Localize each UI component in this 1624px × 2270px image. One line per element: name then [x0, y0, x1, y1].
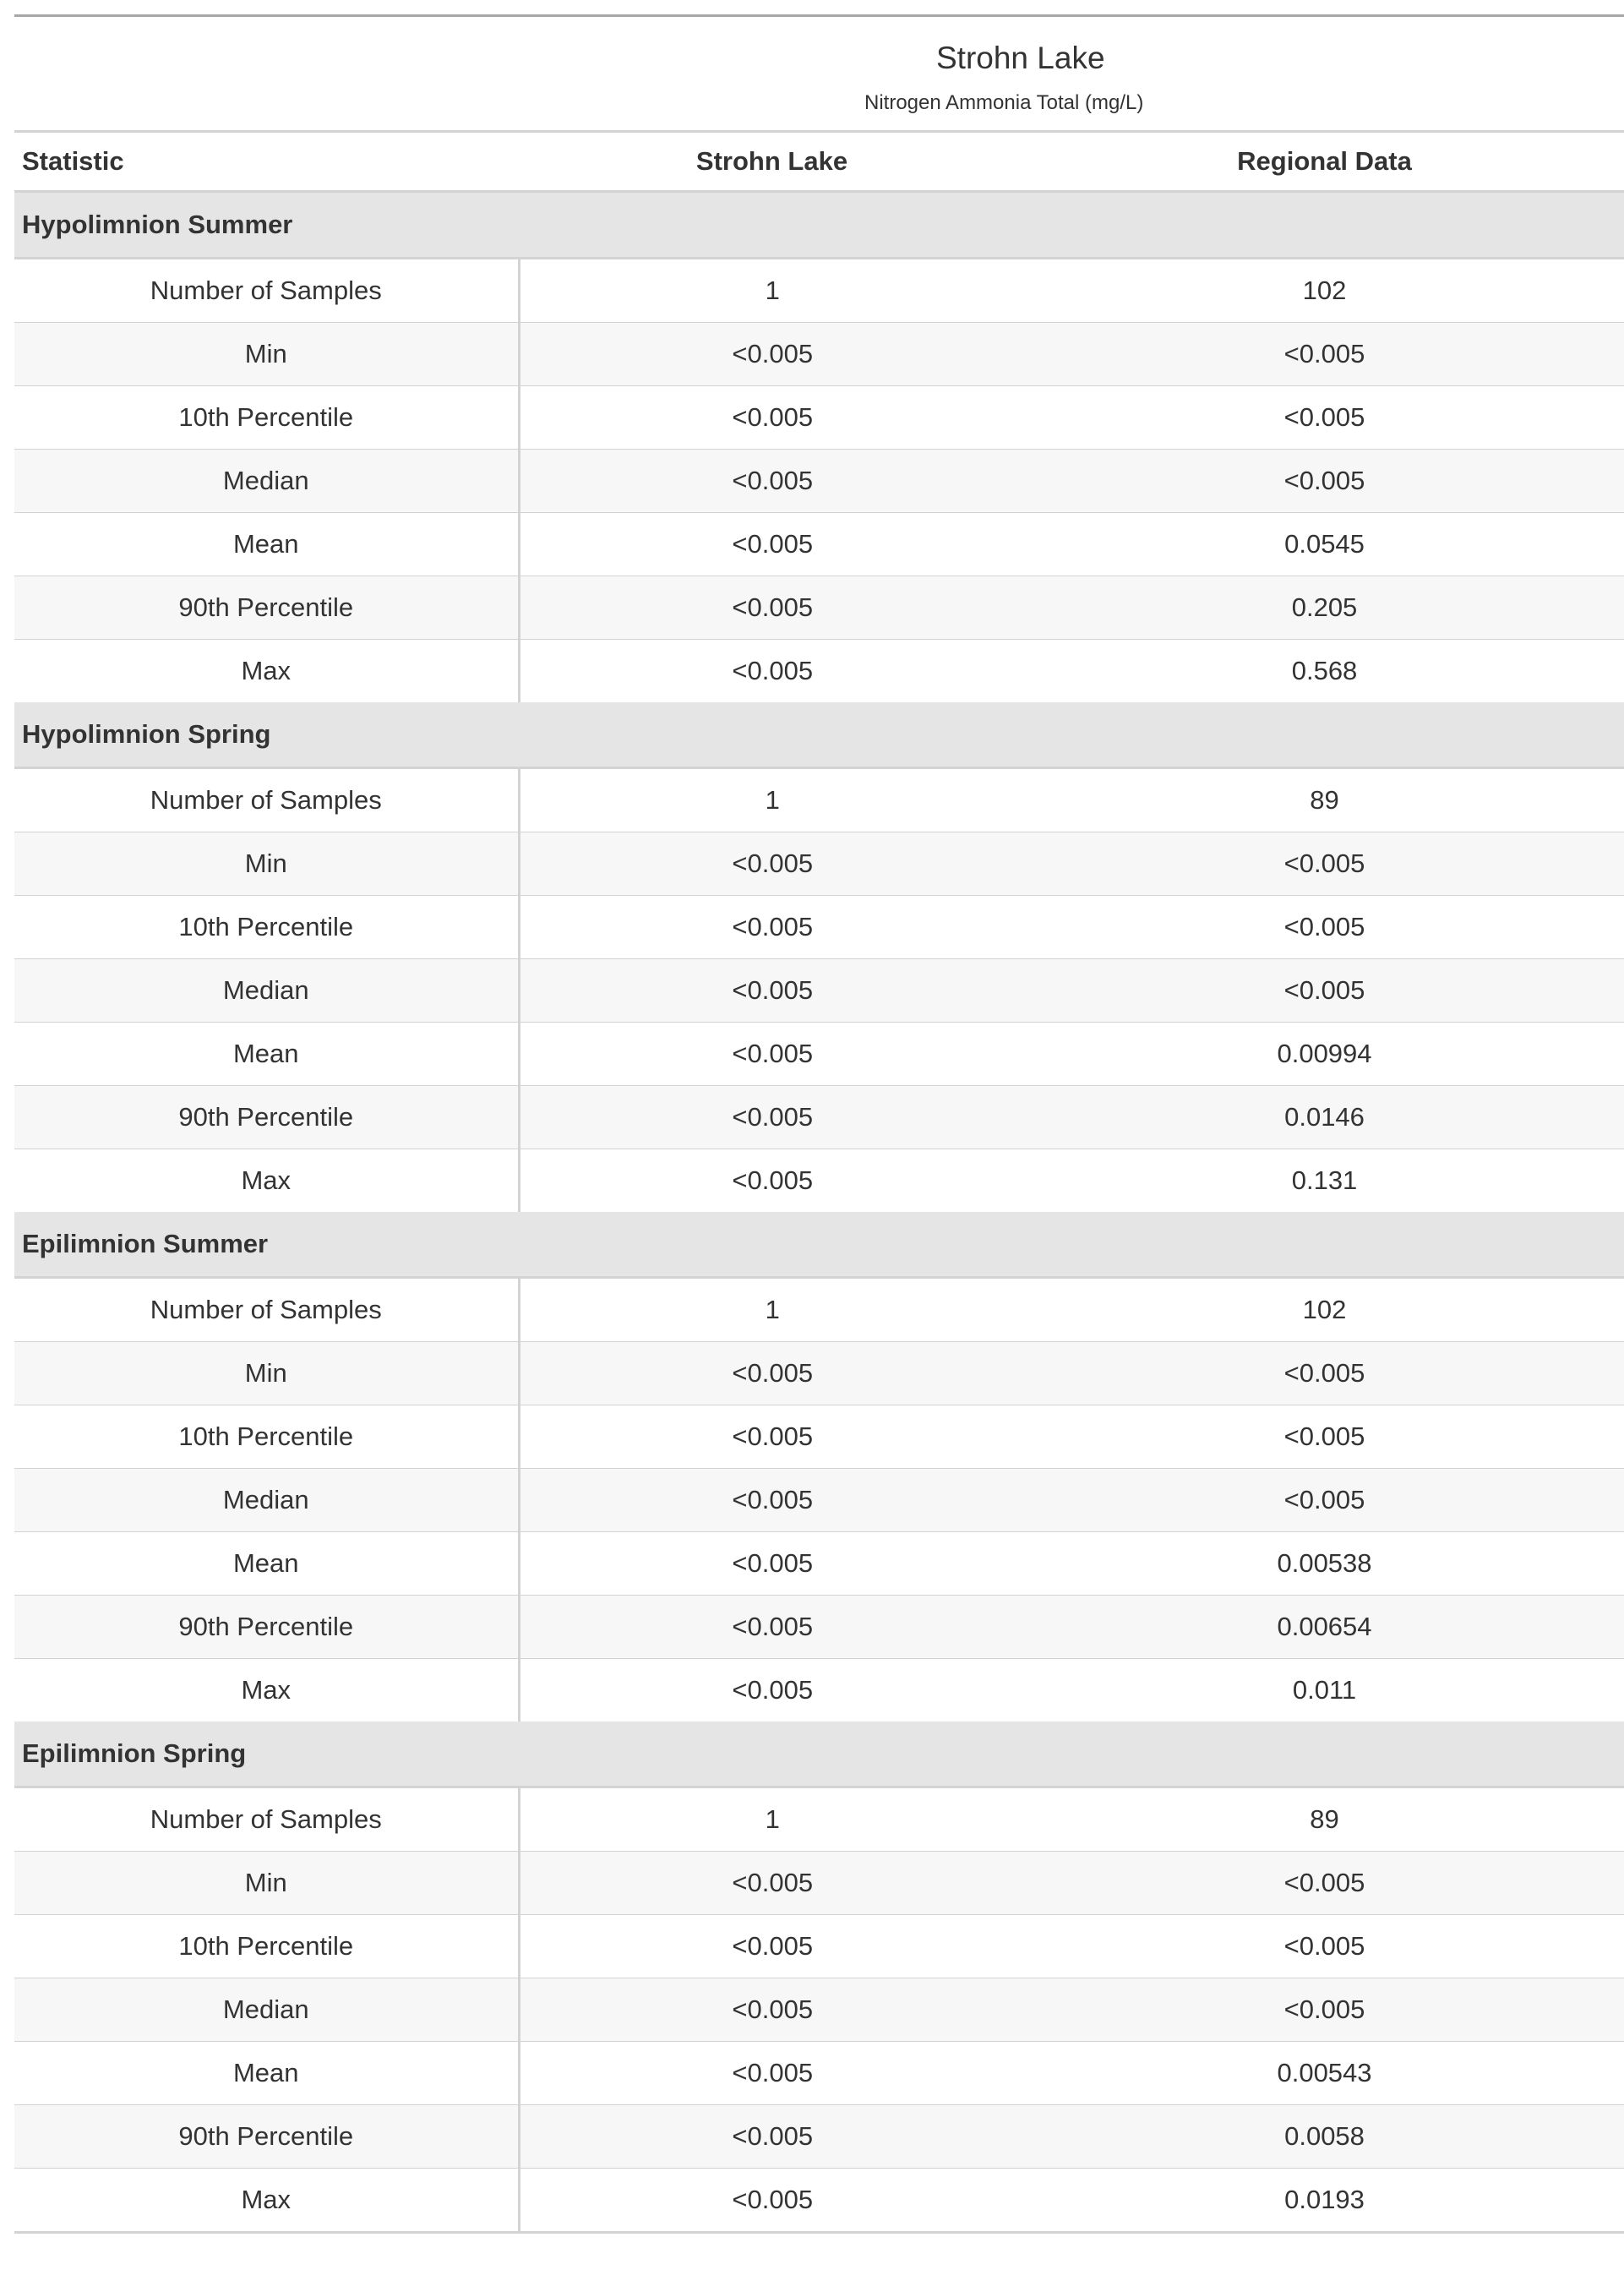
regional-value-cell: <0.005 — [1025, 1915, 1624, 1978]
lake-value-cell: <0.005 — [732, 1675, 814, 1705]
regional-value-cell: 102 — [1025, 259, 1624, 323]
stat-label-cell: Max — [14, 2169, 519, 2233]
lake-value-cell: <0.005 — [519, 323, 1025, 386]
regional-value-cell: 89 — [1025, 768, 1624, 832]
regional-value-cell: 0.011 — [1292, 1675, 1357, 1705]
table-row — [14, 513, 1624, 576]
stat-label-cell: Median — [14, 1469, 519, 1532]
column-header-statistic: Statistic — [14, 132, 519, 192]
table-row — [14, 832, 1624, 896]
subtitle-row — [14, 76, 1624, 132]
lake-value-cell: 1 — [519, 1278, 1025, 1342]
stat-label-cell: Min — [14, 1852, 519, 1915]
column-header-row — [14, 132, 1624, 192]
table-body — [14, 192, 1624, 2235]
table-row — [14, 959, 1624, 1023]
lake-value-cell: <0.005 — [519, 513, 1025, 576]
lake-value-cell: <0.005 — [519, 1852, 1025, 1915]
stats-table — [14, 14, 1624, 2234]
table-row — [14, 1405, 1624, 1469]
stat-label-cell: 90th Percentile — [14, 1596, 519, 1659]
table-row — [14, 576, 1624, 640]
table-row — [14, 2169, 1624, 2233]
lake-value-cell: <0.005 — [519, 1342, 1025, 1405]
table-row — [14, 896, 1624, 959]
lake-value-cell: <0.005 — [519, 450, 1025, 513]
table-row — [14, 259, 1624, 323]
group-row — [14, 1212, 1624, 1278]
stat-label-cell: Median — [14, 959, 519, 1023]
lake-value-cell: <0.005 — [732, 1165, 814, 1195]
stat-label-cell: Max — [14, 1149, 519, 1213]
lake-value-cell: 1 — [519, 768, 1025, 832]
lake-value-cell: <0.005 — [519, 386, 1025, 450]
table-row — [14, 1023, 1624, 1086]
stat-label-cell: 90th Percentile — [14, 576, 519, 640]
regional-value-cell: 0.568 — [1291, 656, 1358, 685]
group-row — [14, 702, 1624, 768]
title-row — [14, 16, 1624, 77]
regional-value-cell: <0.005 — [1025, 386, 1624, 450]
lake-value-cell: <0.005 — [519, 1532, 1025, 1596]
stat-label-cell: Number of Samples — [14, 259, 519, 323]
lake-value-cell: <0.005 — [519, 832, 1025, 896]
table-row — [14, 1532, 1624, 1596]
regional-value-cell: 0.131 — [1291, 1165, 1358, 1195]
table-row — [14, 1852, 1624, 1915]
regional-value-cell: 0.0193 — [1284, 2185, 1365, 2214]
group-row — [14, 192, 1624, 259]
table-row — [14, 2042, 1624, 2105]
stat-label-cell: 10th Percentile — [14, 1915, 519, 1978]
table-row — [14, 323, 1624, 386]
group-row — [14, 1722, 1624, 1787]
stat-label-cell: 10th Percentile — [14, 1405, 519, 1469]
table-row — [14, 768, 1624, 832]
column-header-regional: Regional Data — [1025, 132, 1624, 192]
lake-value-cell: <0.005 — [519, 959, 1025, 1023]
lake-value-cell: <0.005 — [732, 656, 814, 685]
stat-label-cell: Mean — [14, 513, 519, 576]
stat-label-cell: Max — [14, 1659, 519, 1722]
stat-label-cell: Mean — [14, 1532, 519, 1596]
table-row — [14, 640, 1624, 703]
regional-value-cell: <0.005 — [1025, 832, 1624, 896]
regional-value-cell: <0.005 — [1025, 1469, 1624, 1532]
regional-value-cell: <0.005 — [1025, 959, 1624, 1023]
stat-label-cell: Number of Samples — [14, 768, 519, 832]
stat-label-cell: 10th Percentile — [14, 386, 519, 450]
lake-value-cell: <0.005 — [519, 1023, 1025, 1086]
table-row — [14, 450, 1624, 513]
regional-value-cell: 0.0545 — [1025, 513, 1624, 576]
stat-label-cell: Number of Samples — [14, 1787, 519, 1852]
stat-label-cell: 90th Percentile — [14, 1086, 519, 1149]
regional-value-cell: 89 — [1025, 1787, 1624, 1852]
table-title: Strohn Lake — [936, 41, 1105, 75]
table-row — [14, 1086, 1624, 1149]
lake-value-cell: 1 — [519, 1787, 1025, 1852]
lake-value-cell: <0.005 — [519, 576, 1025, 640]
regional-value-cell: <0.005 — [1025, 1852, 1624, 1915]
lake-value-cell: <0.005 — [519, 1405, 1025, 1469]
stat-label-cell: Mean — [14, 2042, 519, 2105]
table-row — [14, 1469, 1624, 1532]
lake-value-cell: <0.005 — [519, 1596, 1025, 1659]
lake-value-cell: <0.005 — [519, 1978, 1025, 2042]
regional-value-cell: 0.00994 — [1025, 1023, 1624, 1086]
regional-value-cell: <0.005 — [1025, 1978, 1624, 2042]
column-header-lake: Strohn Lake — [519, 132, 1025, 192]
stat-label-cell: Min — [14, 1342, 519, 1405]
lake-value-cell: <0.005 — [732, 2185, 814, 2214]
table-row — [14, 2105, 1624, 2169]
table-row — [14, 1596, 1624, 1659]
group-label: Epilimnion Spring — [14, 1722, 1624, 1787]
table-bottom-border — [14, 2233, 1624, 2235]
regional-value-cell: 0.00654 — [1025, 1596, 1624, 1659]
stat-label-cell: Min — [14, 323, 519, 386]
stat-label-cell: Mean — [14, 1023, 519, 1086]
regional-value-cell: 102 — [1025, 1278, 1624, 1342]
stats-table-container — [14, 14, 1624, 2234]
regional-value-cell: 0.00538 — [1025, 1532, 1624, 1596]
stat-label-cell: 10th Percentile — [14, 896, 519, 959]
table-row — [14, 1978, 1624, 2042]
regional-value-cell: 0.0146 — [1025, 1086, 1624, 1149]
regional-value-cell: <0.005 — [1025, 323, 1624, 386]
table-row — [14, 1915, 1624, 1978]
stat-label-cell: 90th Percentile — [14, 2105, 519, 2169]
lake-value-cell: <0.005 — [519, 1915, 1025, 1978]
table-row — [14, 1278, 1624, 1342]
lake-value-cell: 1 — [519, 259, 1025, 323]
regional-value-cell: <0.005 — [1025, 896, 1624, 959]
lake-value-cell: <0.005 — [519, 2042, 1025, 2105]
lake-value-cell: <0.005 — [519, 1469, 1025, 1532]
regional-value-cell: <0.005 — [1025, 450, 1624, 513]
lake-value-cell: <0.005 — [519, 2105, 1025, 2169]
stat-label-cell: Median — [14, 1978, 519, 2042]
regional-value-cell: 0.00543 — [1025, 2042, 1624, 2105]
table-row — [14, 1342, 1624, 1405]
table-subtitle: Nitrogen Ammonia Total (mg/L) — [864, 91, 1144, 114]
regional-value-cell: 0.205 — [1025, 576, 1624, 640]
regional-value-cell: <0.005 — [1025, 1342, 1624, 1405]
group-label: Hypolimnion Summer — [14, 192, 1624, 259]
lake-value-cell: <0.005 — [519, 896, 1025, 959]
table-row — [14, 1659, 1624, 1722]
lake-value-cell: <0.005 — [519, 1086, 1025, 1149]
stat-label-cell: Max — [14, 640, 519, 703]
stat-label-cell: Number of Samples — [14, 1278, 519, 1342]
regional-value-cell: 0.0058 — [1025, 2105, 1624, 2169]
group-label: Epilimnion Summer — [14, 1212, 1624, 1278]
stat-label-cell: Min — [14, 832, 519, 896]
table-row — [14, 1149, 1624, 1213]
table-row — [14, 386, 1624, 450]
group-label: Hypolimnion Spring — [14, 702, 1624, 768]
table-row — [14, 1787, 1624, 1852]
regional-value-cell: <0.005 — [1025, 1405, 1624, 1469]
stat-label-cell: Median — [14, 450, 519, 513]
